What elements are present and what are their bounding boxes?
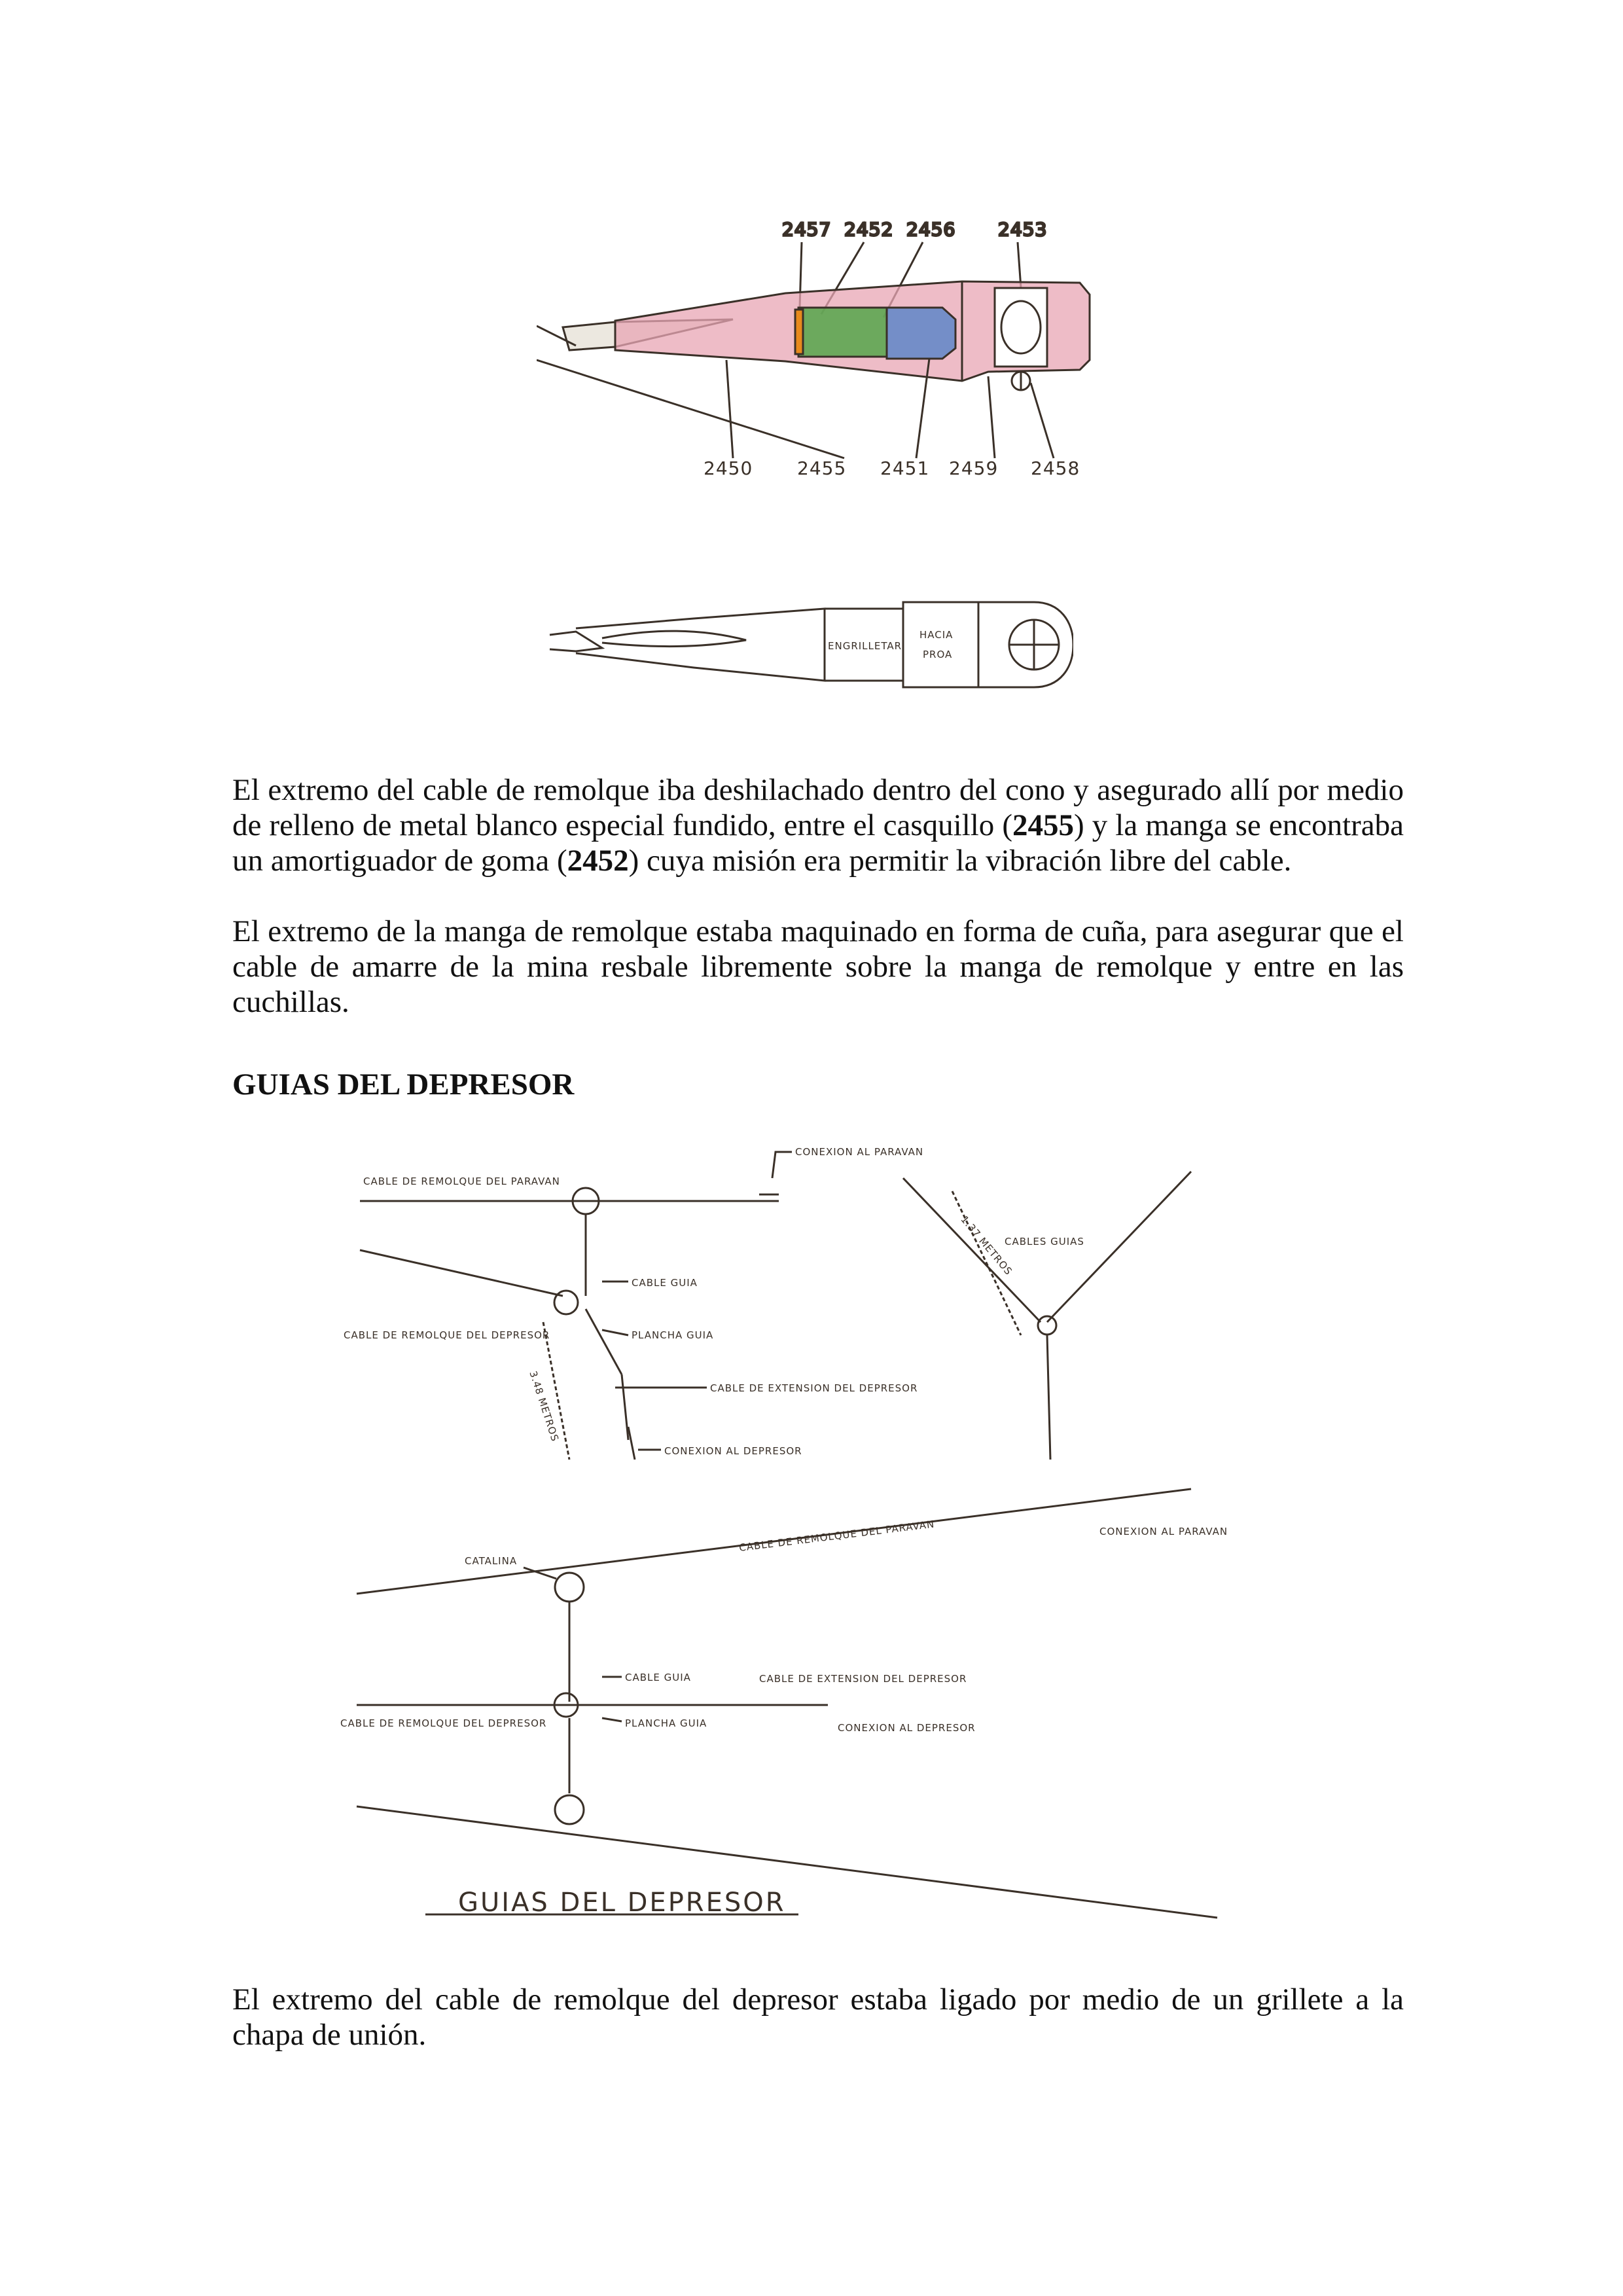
label-2453: 2453 (998, 219, 1048, 240)
paragraph-1: El extremo del cable de remolque iba deshilachado dentro del cono y asegurado allí por medio de relleno de metal blanco especial fundido, entre el casquillo (2455) y la manga se encontraba un amortiguador de goma (2452) cuya misión era permitir la vibración libre del cable. (232, 773, 1404, 878)
ref-2455: 2455 (1012, 808, 1075, 842)
label-2456: 2456 (906, 219, 956, 240)
d1-depressor-connection-label: CONEXION AL DEPRESOR (664, 1445, 802, 1457)
d3-catalina-label: CATALINA (465, 1555, 518, 1567)
proa-label: PROA (923, 649, 953, 660)
label-2451: 2451 (880, 457, 930, 479)
d3-extension-cable-label: CABLE DE EXTENSION DEL DEPRESOR (759, 1673, 967, 1685)
d3-paravan-connection-label: CONEXION AL PARAVAN (1099, 1526, 1228, 1537)
engrilletar-label: ENGRILLETAR (828, 640, 902, 652)
ref-2452: 2452 (567, 844, 629, 878)
d3-depressor-connection-label: CONEXION AL DEPRESOR (838, 1722, 976, 1734)
label-2458: 2458 (1031, 457, 1080, 479)
label-2459: 2459 (949, 457, 999, 479)
label-2457: 2457 (782, 219, 832, 240)
cable-socket-section-drawing (537, 209, 1113, 484)
label-2450: 2450 (704, 457, 753, 479)
paragraph-3: El extremo del cable de remolque del depresor estaba ligado por medio de un grillete a la chapa de unión. (232, 1982, 1404, 2052)
d1-depressor-towing-label: CABLE DE REMOLQUE DEL DEPRESOR (344, 1329, 550, 1341)
label-2455: 2455 (797, 457, 847, 479)
d1-length-label: 3.48 METROS (527, 1369, 562, 1443)
cable-socket-exterior-drawing (537, 583, 1073, 700)
d1-paravan-connection-label: CONEXION AL PARAVAN (795, 1146, 924, 1158)
d2-length-label: 1.37 METROS (958, 1213, 1015, 1278)
d1-extension-cable-label: CABLE DE EXTENSION DEL DEPRESOR (710, 1382, 918, 1394)
d2-guide-cables-label: CABLES GUIAS (1005, 1236, 1084, 1247)
d1-guide-cable-label: CABLE GUIA (632, 1277, 698, 1289)
depressor-guides-diagram (340, 1139, 1283, 1964)
hacia-label: HACIA (919, 629, 954, 641)
paragraph-2: El extremo de la manga de remolque estaba maquinado en forma de cuña, para asegurar que el cable de amarre de la mina resbale libremente sobre la manga de remolque y entre en las cuchillas. (232, 914, 1404, 1019)
d3-towing-cable-label: CABLE DE REMOLQUE DEL PARAVAN (738, 1518, 936, 1554)
section-heading: GUIAS DEL DEPRESOR (232, 1067, 575, 1102)
d1-guide-plate-label: PLANCHA GUIA (632, 1329, 714, 1341)
d3-guide-cable-label: CABLE GUIA (625, 1672, 691, 1683)
d1-towing-cable-label: CABLE DE REMOLQUE DEL PARAVAN (363, 1175, 560, 1187)
d3-depressor-towing-label: CABLE DE REMOLQUE DEL DEPRESOR (340, 1717, 547, 1729)
label-2452: 2452 (844, 219, 894, 240)
d3-guide-plate-label: PLANCHA GUIA (625, 1717, 707, 1729)
diagram-caption: GUIAS DEL DEPRESOR (458, 1888, 786, 1918)
